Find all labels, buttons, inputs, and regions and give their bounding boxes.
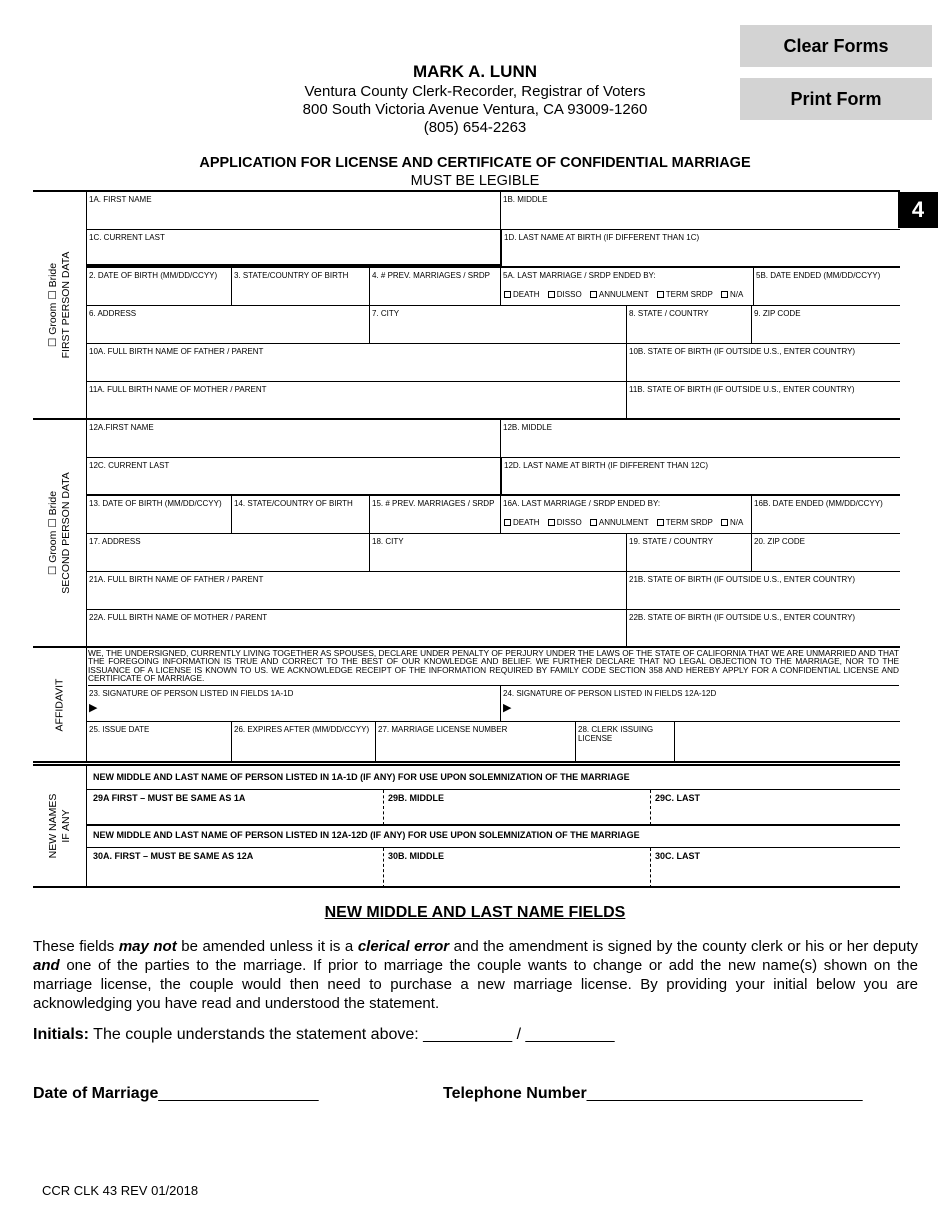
- term-srdp-label: TERM SRDP: [665, 290, 713, 299]
- date-of-marriage-line: __________________: [158, 1085, 319, 1102]
- field-1d[interactable]: 1D. LAST NAME AT BIRTH (IF DIFFERENT THAN 1C): [500, 230, 900, 266]
- date-of-marriage-label: Date of Marriage: [33, 1085, 159, 1102]
- annulment-checkbox[interactable]: [590, 291, 597, 298]
- form-subtitle: MUST BE LEGIBLE: [410, 173, 540, 189]
- term-srdp-checkbox[interactable]: [657, 291, 664, 298]
- clerk-name: MARK A. LUNN: [412, 62, 538, 81]
- field-16a-label: 16A. LAST MARRIAGE / SRDP ENDED BY:: [503, 499, 661, 508]
- signature-23[interactable]: [87, 686, 500, 721]
- field-25[interactable]: 25. ISSUE DATE: [89, 725, 150, 734]
- notice-paragraph: These fields may not be amended unless it is a clerical error and the amendment is signed by the county clerk or his or her deputy and one of the parties to the marriage. If prior to marriage the couple wants to change or add the new name(s) shown on the marriage license, the couple would then need to purchase a new marriage license. By providing your initial below you are acknowledging you have read and understood the statement.: [33, 938, 918, 1012]
- initials-text: The couple understands the statement above: __________ / __________: [89, 1026, 615, 1043]
- if-any-label: IF ANY: [59, 809, 72, 843]
- clerk-office: Ventura County Clerk-Recorder, Registrar of Voters: [304, 83, 646, 100]
- field-2[interactable]: 2. DATE OF BIRTH (MM/DD/CCYY): [89, 271, 218, 280]
- field-30a[interactable]: 30A. FIRST – MUST BE SAME AS 12A: [93, 851, 254, 861]
- field-12a[interactable]: 12A.FIRST NAME: [89, 423, 154, 432]
- na-label: N/A: [729, 518, 744, 527]
- initials-line[interactable]: [33, 1026, 614, 1044]
- field-22b[interactable]: 22B. STATE OF BIRTH (IF OUTSIDE U.S., ENTER COUNTRY): [626, 610, 900, 648]
- field-15[interactable]: 15. # PREV. MARRIAGES / SRDP: [369, 496, 500, 533]
- field-17[interactable]: 17. ADDRESS: [89, 537, 141, 546]
- field-4[interactable]: 4. # PREV. MARRIAGES / SRDP: [369, 268, 500, 305]
- field-5a-label: 5A. LAST MARRIAGE / SRDP ENDED BY:: [503, 271, 656, 280]
- first-person-section: [33, 192, 900, 420]
- field-3[interactable]: 3. STATE/COUNTRY OF BIRTH: [231, 268, 369, 305]
- field-8[interactable]: 8. STATE / COUNTRY: [626, 306, 751, 343]
- telephone-line: _______________________________: [586, 1085, 863, 1102]
- field-6[interactable]: 6. ADDRESS: [89, 309, 137, 318]
- field-1c[interactable]: 1C. CURRENT LAST: [87, 230, 500, 266]
- field-29b[interactable]: 29B. MIDDLE: [383, 790, 651, 825]
- disso-label: DISSO: [556, 518, 582, 527]
- term-srdp-checkbox[interactable]: [657, 519, 664, 526]
- na-checkbox[interactable]: [721, 291, 728, 298]
- second-person-label: SECOND PERSON DATA: [59, 472, 72, 594]
- disso-checkbox[interactable]: [548, 291, 555, 298]
- field-26[interactable]: 26. EXPIRES AFTER (MM/DD/CCYY): [231, 722, 375, 761]
- affidavit-label: AFFIDAVIT: [52, 678, 65, 731]
- first-person-label: FIRST PERSON DATA: [59, 251, 72, 359]
- new-names-heading-1: NEW MIDDLE AND LAST NAME OF PERSON LISTED IN 1A-1D (IF ANY) FOR USE UPON SOLEMNIZATION OF THE MARRIAGE: [93, 772, 630, 782]
- form-title: APPLICATION FOR LICENSE AND CERTIFICATE OF CONFIDENTIAL MARRIAGE: [199, 155, 751, 171]
- clerk-phone: (805) 654-2263: [423, 119, 527, 136]
- field-11b[interactable]: 11B. STATE OF BIRTH (IF OUTSIDE U.S., ENTER COUNTRY): [626, 382, 900, 420]
- annulment-label: ANNULMENT: [598, 518, 649, 527]
- signature-23-label: 23. SIGNATURE OF PERSON LISTED IN FIELDS 1A-1D: [89, 689, 294, 698]
- affidavit-section: [33, 648, 900, 763]
- notice-heading: NEW MIDDLE AND LAST NAME FIELDS: [324, 904, 626, 921]
- field-12d[interactable]: 12D. LAST NAME AT BIRTH (IF DIFFERENT THAN 12C): [500, 458, 900, 494]
- new-names-section: [33, 764, 900, 888]
- field-27[interactable]: 27. MARRIAGE LICENSE NUMBER: [375, 722, 575, 761]
- arrow-icon: ▶: [503, 702, 512, 714]
- field-28[interactable]: 28. CLERK ISSUING LICENSE: [575, 722, 675, 761]
- na-label: N/A: [729, 290, 744, 299]
- field-7[interactable]: 7. CITY: [369, 306, 626, 343]
- death-checkbox[interactable]: [504, 291, 511, 298]
- term-srdp-label: TERM SRDP: [665, 518, 713, 527]
- tab-number: 4: [898, 192, 938, 228]
- first-person-checkboxes[interactable]: ☐ Groom ☐ Bride: [46, 262, 59, 348]
- signature-24-label: 24. SIGNATURE OF PERSON LISTED IN FIELDS 12A-12D: [503, 689, 717, 698]
- marriage-form: [33, 190, 900, 888]
- field-19[interactable]: 19. STATE / COUNTRY: [626, 534, 751, 571]
- field-10b[interactable]: 10B. STATE OF BIRTH (IF OUTSIDE U.S., ENTER COUNTRY): [626, 344, 900, 381]
- death-checkbox[interactable]: [504, 519, 511, 526]
- death-label: DEATH: [513, 290, 540, 299]
- clear-forms-button[interactable]: Clear Forms: [740, 25, 932, 67]
- field-12c[interactable]: 12C. CURRENT LAST: [89, 461, 170, 470]
- clerk-address: 800 South Victoria Avenue Ventura, CA 93009-1260: [302, 101, 648, 118]
- field-10a[interactable]: 10A. FULL BIRTH NAME OF FATHER / PARENT: [89, 347, 264, 356]
- telephone-field[interactable]: [443, 1085, 863, 1103]
- field-20[interactable]: 20. ZIP CODE: [751, 534, 900, 571]
- field-14[interactable]: 14. STATE/COUNTRY OF BIRTH: [231, 496, 369, 533]
- arrow-icon: ▶: [89, 702, 98, 714]
- field-30c[interactable]: 30C. LAST: [650, 848, 900, 888]
- field-9[interactable]: 9. ZIP CODE: [751, 306, 900, 343]
- new-names-label: NEW NAMES: [46, 793, 59, 859]
- field-29a[interactable]: 29A FIRST – MUST BE SAME AS 1A: [93, 793, 246, 803]
- signature-24[interactable]: [500, 686, 900, 721]
- affidavit-text: WE, THE UNDERSIGNED, CURRENTLY LIVING TOGETHER AS SPOUSES, DECLARE UNDER PENALTY OF PERJURY UNDER THE LAWS OF THE STATE OF CALIFORNIA THAT WE ARE UNMARRIED AND THAT THE FOREGOING INFORMATION IS TRUE AND CORRECT TO THE BEST OF OUR KNOWLEDGE AND BELIEF. WE FURTHER DECLARE THAT NO LEGAL OBJECTION TO THE MARRIAGE, NOR TO THE ISSUANCE OF A LICENSE IS KNOWN TO US. WE ACKNOWLEDGE RECEIPT OF THE INFORMATION REQUIRED BY FAMILY CODE SECTION 358 AND HEREBY APPLY FOR A CONFIDENTIAL LICENSE AND CERTIFICATE OF MARRIAGE.: [88, 649, 899, 686]
- field-22a[interactable]: 22A. FULL BIRTH NAME OF MOTHER / PARENT: [89, 613, 268, 622]
- form-code: CCR CLK 43 REV 01/2018: [42, 1183, 199, 1198]
- field-16b[interactable]: 16B. DATE ENDED (MM/DD/CCYY): [751, 496, 900, 533]
- death-label: DEATH: [513, 518, 540, 527]
- second-person-section: [33, 420, 900, 648]
- annulment-checkbox[interactable]: [590, 519, 597, 526]
- field-12b[interactable]: 12B. MIDDLE: [500, 420, 900, 457]
- field-16a[interactable]: [500, 496, 751, 533]
- field-5b[interactable]: 5B. DATE ENDED (MM/DD/CCYY): [753, 268, 900, 305]
- field-21a[interactable]: 21A. FULL BIRTH NAME OF FATHER / PARENT: [89, 575, 264, 584]
- field-30b[interactable]: 30B. MIDDLE: [383, 848, 651, 888]
- field-13[interactable]: 13. DATE OF BIRTH (MM/DD/CCYY): [89, 499, 222, 508]
- field-21b[interactable]: 21B. STATE OF BIRTH (IF OUTSIDE U.S., ENTER COUNTRY): [626, 572, 900, 609]
- initials-label: Initials:: [33, 1026, 90, 1043]
- field-1b[interactable]: 1B. MIDDLE: [500, 192, 900, 229]
- field-1a[interactable]: 1A. FIRST NAME: [89, 195, 152, 204]
- field-5a[interactable]: [500, 268, 753, 305]
- field-11a[interactable]: 11A. FULL BIRTH NAME OF MOTHER / PARENT: [89, 385, 267, 394]
- field-18[interactable]: 18. CITY: [369, 534, 626, 571]
- new-names-heading-2: NEW MIDDLE AND LAST NAME OF PERSON LISTED IN 12A-12D (IF ANY) FOR USE UPON SOLEMNIZATION OF THE MARRIAGE: [93, 830, 640, 840]
- telephone-label: Telephone Number: [443, 1085, 587, 1102]
- na-checkbox[interactable]: [721, 519, 728, 526]
- field-29c[interactable]: 29C. LAST: [650, 790, 900, 825]
- disso-label: DISSO: [556, 290, 582, 299]
- print-form-button[interactable]: Print Form: [740, 78, 932, 120]
- disso-checkbox[interactable]: [548, 519, 555, 526]
- date-of-marriage-field[interactable]: [33, 1085, 319, 1103]
- annulment-label: ANNULMENT: [598, 290, 649, 299]
- second-person-checkboxes[interactable]: ☐ Groom ☐ Bride: [46, 490, 59, 576]
